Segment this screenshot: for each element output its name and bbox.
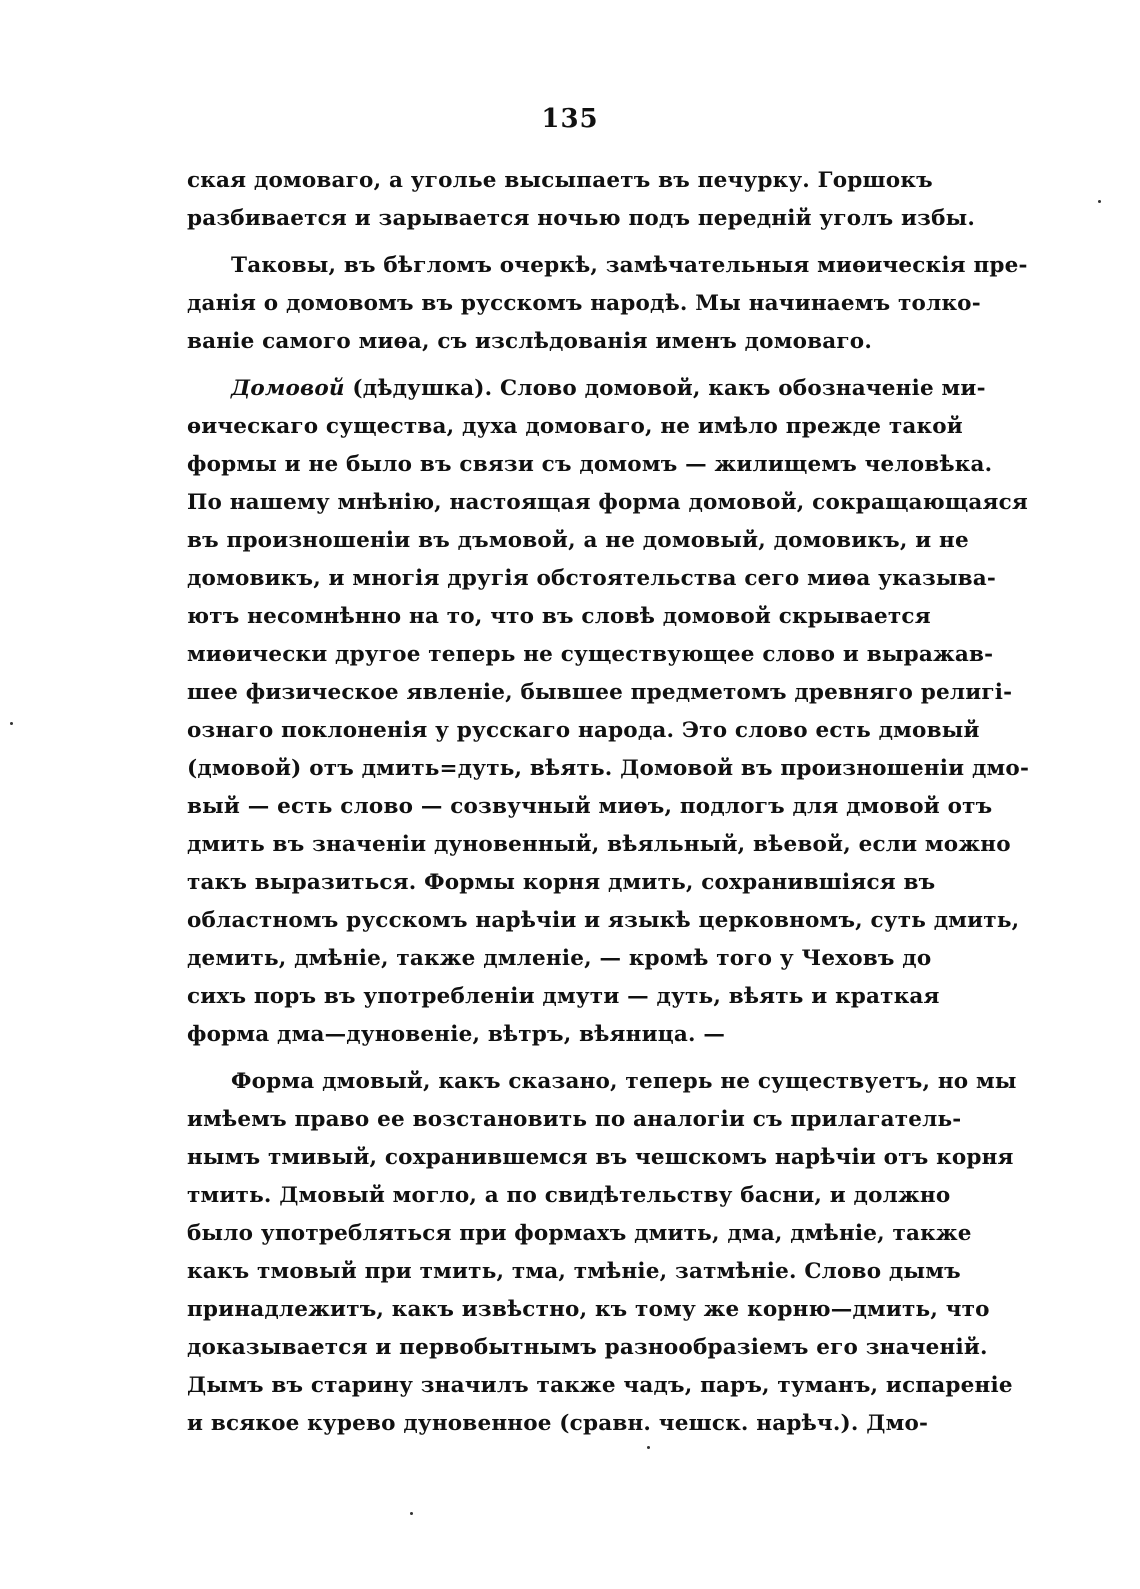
text-line: ознаго поклоненія у русскаго народа. Это слово есть дмовый <box>187 718 980 743</box>
scan-speck <box>10 722 13 725</box>
text-line: ютъ несомнѣнно на то, что въ словѣ домовой скрывается <box>187 604 931 629</box>
body-text <box>187 162 1030 1443</box>
text-line: имѣемъ право ее возстановить по аналогіи съ прилагатель- <box>187 1107 962 1132</box>
text-line: формы и не было въ связи съ домомъ — жилищемъ человѣка. <box>187 452 993 477</box>
text-line: шее физическое явленіе, бывшее предметомъ древняго религі- <box>187 680 1013 705</box>
text-line: вый — есть слово — созвучный миѳъ, подлогъ для дмовой отъ <box>187 794 993 819</box>
paragraph <box>187 162 976 238</box>
text-line: тмить. Дмовый могло, а по свидѣтельству басни, и должно <box>187 1183 951 1208</box>
text-line: ваніе самого миѳа, съ изслѣдованія именъ домоваго. <box>187 329 873 354</box>
text-line: демить, дмѣніе, также дмленіе, — кромѣ того у Чеховъ до <box>187 946 932 971</box>
italic-term: Домовой <box>231 376 345 401</box>
text-line: ская домоваго, а уголье высыпаетъ въ печурку. Горшокъ <box>187 168 933 193</box>
text-line: ѳическаго существа, духа домоваго, не имѣло прежде такой <box>187 414 963 439</box>
text-line: было употребляться при формахъ дмить, дма, дмѣніе, также <box>187 1221 972 1246</box>
text-line: Форма дмовый, какъ сказано, теперь не существуетъ, но мы <box>231 1069 1017 1094</box>
text-line: дмить въ значеніи дуновенный, вѣяльный, вѣевой, если можно <box>187 832 1011 857</box>
text-line: въ произношеніи въ дъмовой, а не домовый, домовикъ, и не <box>187 528 969 553</box>
text-line <box>187 370 986 408</box>
text-line: форма дма—дуновеніе, вѣтръ, вѣяница. — <box>187 1022 726 1047</box>
paragraph <box>187 370 1030 1054</box>
text-line: домовикъ, и многія другія обстоятельства сего миѳа указыва- <box>187 566 997 591</box>
text-line: (дмовой) отъ дмить=дуть, вѣять. Домовой въ произношеніи дмо- <box>187 756 1030 781</box>
text-line: нымъ тмивый, сохранившемся въ чешскомъ нарѣчіи отъ корня <box>187 1145 1014 1170</box>
text-line: разбивается и зарывается ночью подъ передній уголъ избы. <box>187 206 976 231</box>
text-line: сихъ поръ въ употребленіи дмути — дуть, вѣять и краткая <box>187 984 940 1009</box>
text-line: Таковы, въ бѣгломъ очеркѣ, замѣчательныя миѳическія пре- <box>231 253 1028 278</box>
page-number: 135 <box>541 104 599 134</box>
scan-speck <box>410 1512 413 1515</box>
text-line: такъ выразиться. Формы корня дмить, сохранившіяся въ <box>187 870 936 895</box>
paragraph <box>187 247 1028 361</box>
text-line: Дымъ въ старину значилъ также чадъ, паръ, туманъ, испареніе <box>187 1373 1013 1398</box>
scan-speck <box>1098 200 1101 203</box>
text-line: и всякое курево дуновенное (сравн. чешск. нарѣч.). Дмо- <box>187 1411 929 1436</box>
text-line: По нашему мнѣнію, настоящая форма домовой, сокращающаяся <box>187 490 1028 515</box>
text-line: данія о домовомъ въ русскомъ народѣ. Мы начинаемъ толко- <box>187 291 981 316</box>
text-line: миѳически другое теперь не существующее слово и выражав- <box>187 642 994 667</box>
text-line: областномъ русскомъ нарѣчіи и языкѣ церковномъ, суть дмить, <box>187 908 1020 933</box>
text-line: какъ тмовый при тмить, тма, тмѣніе, затмѣніе. Слово дымъ <box>187 1259 961 1284</box>
text-line: доказывается и первобытнымъ разнообразіемъ его значеній. <box>187 1335 988 1360</box>
text-line-rest: (дѣдушка). Слово домовой, какъ обозначеніе ми- <box>344 376 986 401</box>
text-line: принадлежитъ, какъ извѣстно, къ тому же корню—дмить, что <box>187 1297 990 1322</box>
scan-speck <box>647 1446 650 1449</box>
paragraph <box>187 1063 1017 1443</box>
